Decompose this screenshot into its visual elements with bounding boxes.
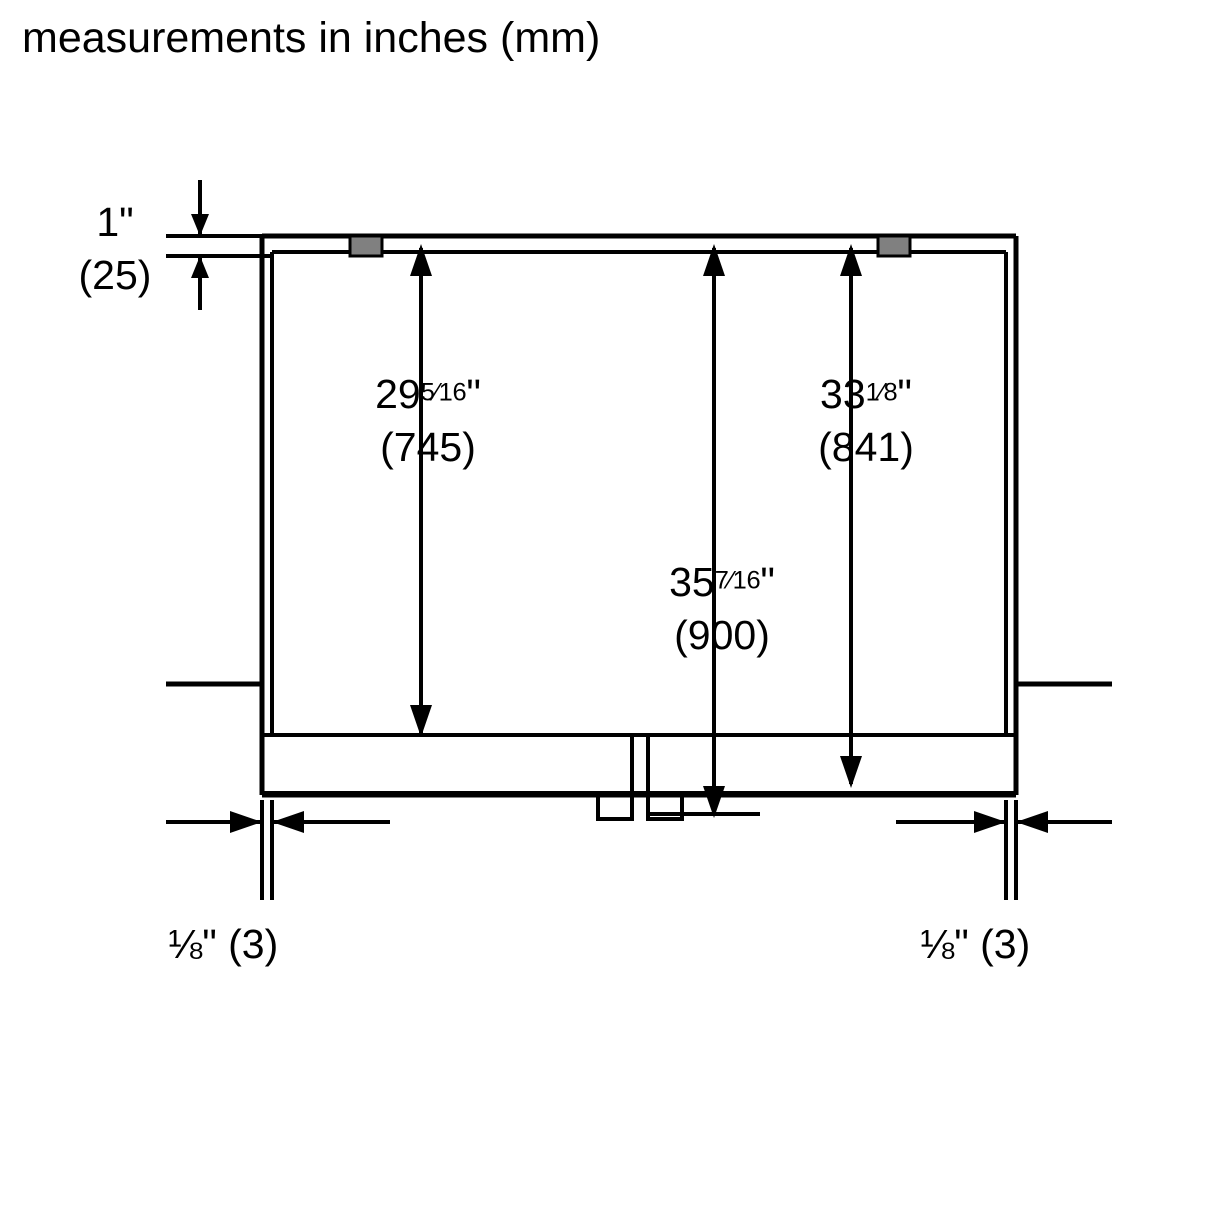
label-top-clearance xyxy=(55,196,175,303)
label-height-900-mm: (900) xyxy=(674,612,770,659)
label-height-900 xyxy=(632,556,812,663)
label-height-900-inches: 357⁄16" xyxy=(669,559,775,605)
leveling-foot-detail xyxy=(598,735,682,819)
label-height-841 xyxy=(776,368,956,475)
label-height-745 xyxy=(338,368,518,475)
dimension-top-clearance xyxy=(166,180,272,310)
label-side-gap-left-mm: (3) xyxy=(228,921,279,967)
fraction-5-16: 5⁄16 xyxy=(420,378,467,407)
label-top-clearance-inches: 1" xyxy=(96,199,134,245)
label-height-745-inches: 295⁄16" xyxy=(375,371,481,417)
dimension-height-841 xyxy=(840,244,862,788)
label-side-gap-left-inches: ⅛" xyxy=(168,921,217,967)
dimension-height-900 xyxy=(648,244,760,818)
label-height-841-mm: (841) xyxy=(818,424,914,471)
cabinet-outline xyxy=(262,236,1016,795)
dimension-height-745 xyxy=(410,244,432,737)
label-side-gap-right xyxy=(920,918,1120,971)
diagram-title: measurements in inches (mm) xyxy=(22,14,601,62)
fraction-1-8: 1⁄8 xyxy=(865,378,898,407)
base-band xyxy=(264,735,1014,793)
label-height-841-inches: 331⁄8" xyxy=(820,371,912,417)
label-side-gap-right-mm: (3) xyxy=(980,921,1031,967)
fraction-7-16: 7⁄16 xyxy=(714,566,761,595)
label-side-gap-right-inches: ⅛" xyxy=(920,921,969,967)
dimension-side-gap-left xyxy=(166,800,390,900)
label-side-gap-left xyxy=(168,918,368,971)
label-top-clearance-mm: (25) xyxy=(78,252,152,299)
mounting-bracket-right xyxy=(878,236,910,256)
mounting-bracket-left xyxy=(350,236,382,256)
dimension-side-gap-right xyxy=(896,800,1112,900)
label-height-745-mm: (745) xyxy=(380,424,476,471)
